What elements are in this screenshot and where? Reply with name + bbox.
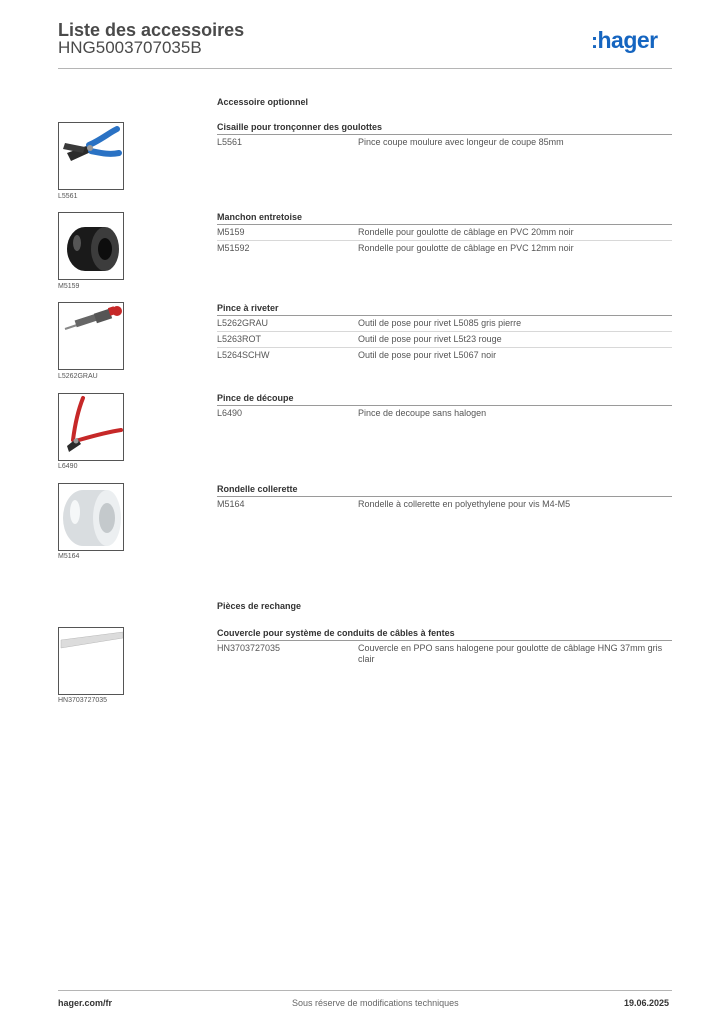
item-code: L5561 [217,137,243,147]
product-group-spacer-sleeve [217,212,672,256]
group-title: Pince de découpe [217,393,672,406]
duct-cover-icon [59,628,123,694]
cutting-pliers-icon [59,394,123,460]
table-row [217,316,672,332]
item-code: M51592 [217,243,250,253]
table-row [217,406,672,421]
footer-date: 19.06.2025 [624,998,670,1008]
table-row [217,135,672,150]
item-description: Outil de pose pour rivet L5085 gris pierre [358,318,522,328]
group-title: Cisaille pour tronçonner des goulottes [217,122,672,135]
group-title: Pince à riveter [217,303,672,316]
image-caption: L6490 [58,463,78,470]
table-row [217,497,672,512]
item-code: HN3703727035 [217,643,281,653]
product-group-collar-washer [217,484,672,512]
document-title: Liste des accessoires [58,20,245,40]
footer-divider [58,990,672,991]
hager-logo[interactable]: :hager [591,27,658,53]
footer-notice: Sous réserve de modifications techniques [292,998,459,1008]
product-group-cutting-pliers [217,393,672,421]
image-caption: L5561 [58,193,78,200]
group-title: Manchon entretoise [217,212,672,225]
image-caption: HN3703727035 [58,697,108,704]
table-row [217,641,672,667]
image-caption: M5164 [58,553,80,560]
item-description: Rondelle pour goulotte de câblage en PVC 20mm noir [358,227,574,237]
item-description: Pince de decoupe sans halogen [358,408,487,418]
item-code: L6490 [217,408,243,418]
product-image-l6490 [58,393,124,461]
section-title-spare-parts: Pièces de rechange [217,601,302,611]
image-caption: L5262GRAU [58,373,98,380]
group-title: Rondelle collerette [217,484,672,497]
rivet-tool-icon [59,303,123,369]
item-code: M5164 [217,499,245,509]
item-code: L5264SCHW [217,350,270,360]
footer-website-link[interactable]: hager.com/fr [58,998,113,1008]
item-description: Outil de pose pour rivet L5t23 rouge [358,334,502,344]
table-row [217,332,672,348]
product-image-m5164 [58,483,124,551]
logo-text: hager [597,27,658,53]
table-row [217,225,672,241]
product-image-l5262grau [58,302,124,370]
product-image-m5159 [58,212,124,280]
table-row [217,241,672,256]
product-group-duct-cover [217,628,672,667]
section-title-accessories: Accessoire optionnel [217,97,309,107]
product-group-rivet-tool [217,303,672,363]
table-row [217,348,672,363]
document-reference: HNG5003707035B [58,38,202,57]
group-title: Couvercle pour système de conduits de câbles à fentes [217,628,672,641]
item-description: Couvercle en PPO sans halogene pour goulotte de câblage HNG 37mm gris clair [358,643,663,664]
item-description: Outil de pose pour rivet L5067 noir [358,350,497,360]
item-description: Rondelle à collerette en polyethylene pour vis M4-M5 [358,499,571,509]
item-code: L5263ROT [217,334,262,344]
product-image-hn3703727035 [58,627,124,695]
spacer-sleeve-icon [59,213,123,279]
product-image-l5561 [58,122,124,190]
header-divider [58,68,672,69]
item-description: Rondelle pour goulotte de câblage en PVC 12mm noir [358,243,574,253]
item-code: L5262GRAU [217,318,269,328]
collar-washer-icon [59,484,123,550]
item-description: Pince coupe moulure avec longeur de coupe 85mm [358,137,564,147]
product-group-shears [217,122,672,150]
item-code: M5159 [217,227,245,237]
image-caption: M5159 [58,283,80,290]
shears-icon [59,123,123,189]
